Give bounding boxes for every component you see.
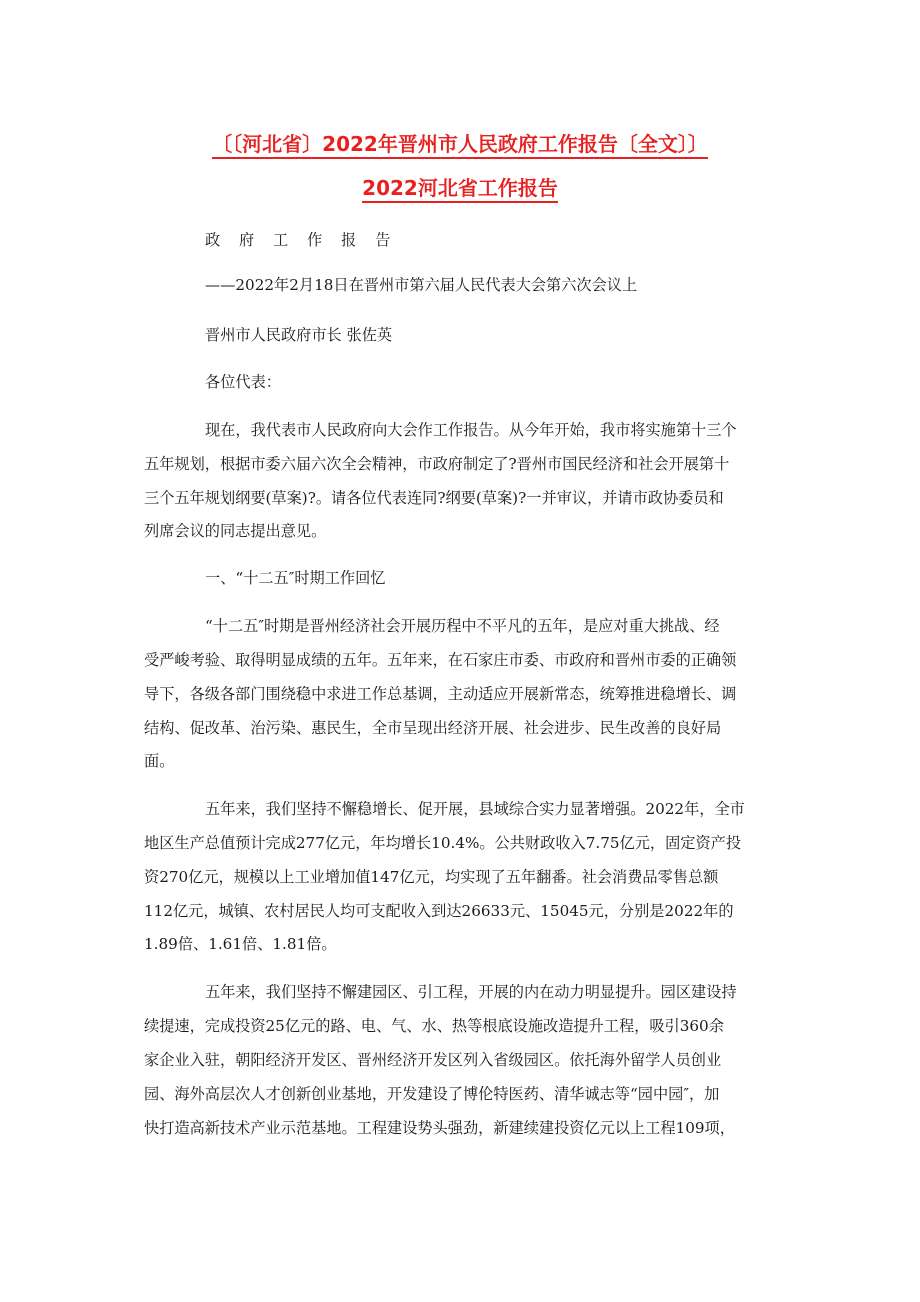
- paragraph-line: 三个五年规划纲要(草案)?。请各位代表连同?纲要(草案)?一并审议，并请市政协委员和: [144, 489, 724, 507]
- paragraph-line: 地区生产总值预计完成277亿元，年均增长10.4%。公共财政收入7.75亿元，固定资产投: [144, 834, 742, 852]
- report-heading: 政 府 工 作 报 告: [205, 231, 398, 249]
- paragraph-line: 列席会议的同志提出意见。: [144, 522, 327, 540]
- report-author: 晋州市人民政府市长 张佐英: [205, 326, 393, 344]
- paragraph-line: 112亿元，城镇、农村居民人均可支配收入到达26633元、15045元，分别是2022年的: [144, 902, 734, 920]
- paragraph-line: 结构、促改革、治污染、惠民生，全市呈现出经济开展、社会进步、民生改善的良好局: [144, 719, 722, 737]
- paragraph-line: 快打造高新技术产业示范基地。工程建设势头强劲，新建续建投资亿元以上工程109项，: [144, 1119, 735, 1137]
- paragraph-line: 资270亿元，规模以上工业增加值147亿元，均实现了五年翻番。社会消费品零售总额: [144, 868, 719, 886]
- paragraph-line: 园、海外高层次人才创新创业基地，开发建设了博伦特医药、清华诚志等“园中园″，加: [144, 1085, 720, 1103]
- paragraph-line: 导下，各级各部门围绕稳中求进工作总基调，主动适应开展新常态，统筹推进稳增长、调: [144, 685, 737, 703]
- salutation: 各位代表：: [205, 373, 281, 391]
- paragraph-line: 现在，我代表市人民政府向大会作工作报告。从今年开始，我市将实施第十三个: [205, 421, 737, 439]
- paragraph-line: 五年来，我们坚持不懈建园区、引工程，开展的内在动力明显提升。园区建设持: [205, 983, 737, 1001]
- document-title-line-1: 〔〔河北省〕2022年晋州市人民政府工作报告〔全文〕〕: [0, 128, 920, 157]
- paragraph-line: 续提速，完成投资25亿元的路、电、气、水、热等根底设施改造提升工程，吸引360余: [144, 1017, 724, 1035]
- paragraph-line: “十二五″时期是晋州经济社会开展历程中不平凡的五年，是应对重大挑战、经: [205, 617, 720, 635]
- report-subtitle: ——2022年2月18日在晋州市第六届人民代表大会第六次会议上: [205, 276, 638, 294]
- paragraph-line: 五年来，我们坚持不懈稳增长、促开展，县域综合实力显著增强。2022年，全市: [205, 800, 745, 818]
- section-heading: 一、“十二五″时期工作回忆: [205, 569, 386, 587]
- paragraph-line: 五年规划，根据市委六届六次全会精神，市政府制定了?晋州市国民经济和社会开展第十: [144, 455, 730, 473]
- document-title-line-2: 2022河北省工作报告: [0, 172, 920, 201]
- paragraph-line: 面。: [144, 752, 175, 770]
- paragraph-line: 1.89倍、1.61倍、1.81倍。: [144, 935, 337, 953]
- paragraph-line: 家企业入驻，朝阳经济开发区、晋州经济开发区列入省级园区。依托海外留学人员创业: [144, 1051, 722, 1069]
- paragraph-line: 受严峻考验、取得明显成绩的五年。五年来，在石家庄市委、市政府和晋州市委的正确领: [144, 651, 737, 669]
